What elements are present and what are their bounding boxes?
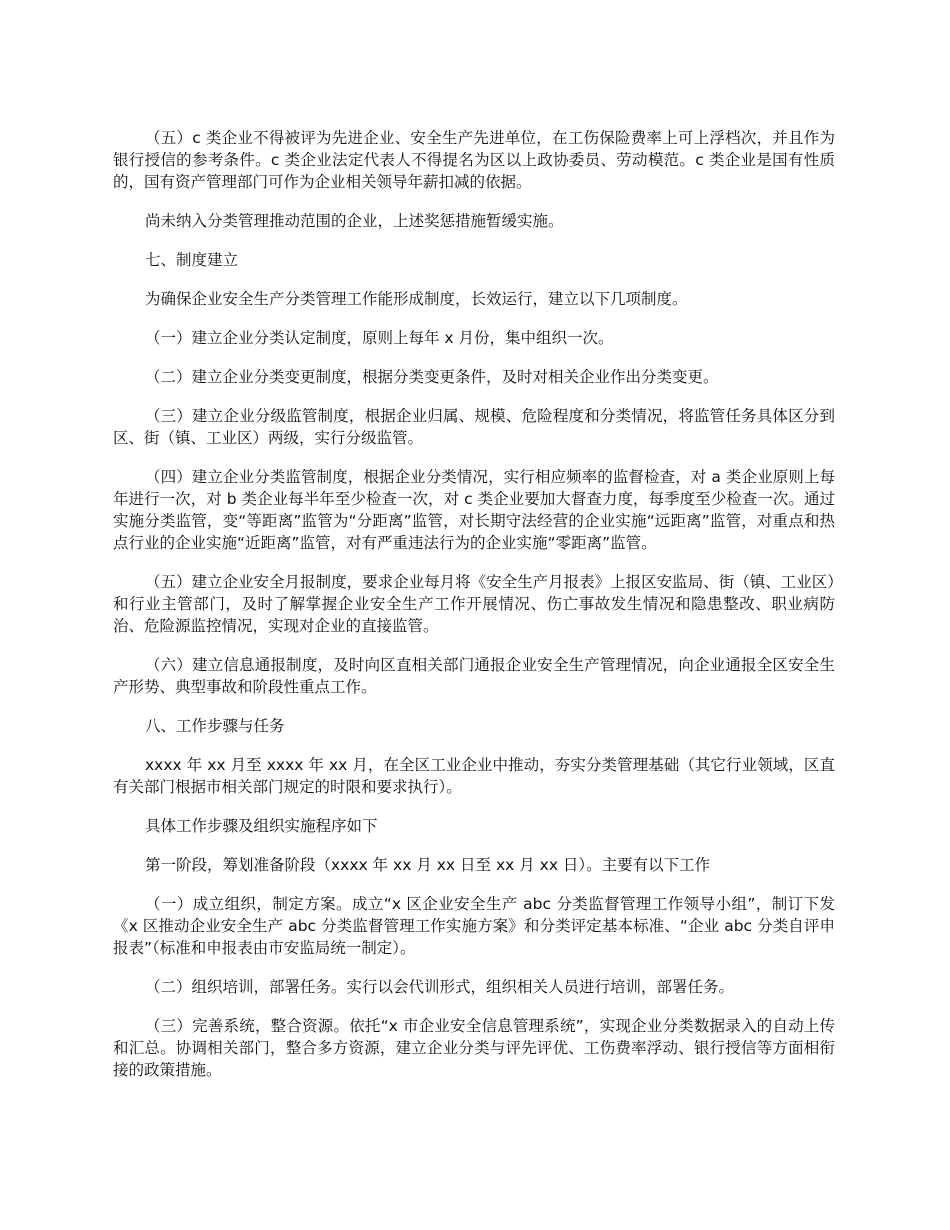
paragraph-classification-change: （二）建立企业分类变更制度，根据分类变更条件，及时对相关企业作出分类变更。 xyxy=(145,368,719,386)
paragraph-steps-intro: 具体工作步骤及组织实施程序如下 xyxy=(145,817,378,835)
paragraph-not-included-note: 尚未纳入分类管理推动范围的企业，上述奖惩措施暂缓实施。 xyxy=(145,212,564,230)
paragraph-phase-one: 第一阶段，筹划准备阶段（xxxx 年 xx 月 xx 日至 xx 月 xx 日）。主要有以下工作 xyxy=(145,856,711,874)
paragraph-tiered-supervision: （三）建立企业分级监管制度，根据企业归属、规模、危险程度和分类情况，将监管任务具体区分到区、街（镇、工业区）两级，实行分级监管。 xyxy=(113,407,835,447)
paragraph-system-intro: 为确保企业安全生产分类管理工作能形成制度，长效运行，建立以下几项制度。 xyxy=(145,290,688,308)
section-heading-system-establishment: 七、制度建立 xyxy=(145,251,239,269)
paragraph-monthly-report: （五）建立企业安全月报制度，要求企业每月将《安全生产月报表》上报区安监局、街（镇、工业区）和行业主管部门，及时了解掌握企业安全生产工作开展情况、伤亡事故发生情况和隐患整改、职业病防治、危险源监控情况，实现对企业的直接监管。 xyxy=(113,573,835,635)
paragraph-improve-system: （三）完善系统，整合资源。依托“x 市企业安全信息管理系统”，实现企业分类数据录入的自动上传和汇总。协调相关部门，整合多方资源，建立企业分类与评先评优、工伤费率浮动、银行授信等方面相衔接的政策措施。 xyxy=(113,1017,835,1079)
paragraph-set-up-organization: （一）成立组织，制定方案。成立“x 区企业安全生产 abc 分类监督管理工作领导小组”，制订下发《x 区推动企业安全生产 abc 分类监督管理工作实施方案》和分类评定基本标准、“企业 abc 分类自评申报表”（标准和申报表由市安监局统一制定）。 xyxy=(113,895,835,957)
paragraph-info-notification: （六）建立信息通报制度，及时向区直相关部门通报企业安全生产管理情况，向企业通报全区安全生产形势、典型事故和阶段性重点工作。 xyxy=(113,656,835,696)
paragraph-training: （二）组织培训，部署任务。实行以会代训形式，组织相关人员进行培训，部署任务。 xyxy=(145,978,735,996)
paragraph-c-class-penalties: （五）c 类企业不得被评为先进企业、安全生产先进单位，在工伤保险费率上可上浮档次，并且作为银行授信的参考条件。c 类企业法定代表人不得提名为区以上政协委员、劳动模范。c 类企业是国有性质的，国有资产管理部门可作为企业相关领导年薪扣减的依据。 xyxy=(113,129,835,191)
paragraph-classified-supervision: （四）建立企业分类监管制度，根据企业分类情况，实行相应频率的监督检查，对 a 类企业原则上每年进行一次，对 b 类企业每半年至少检查一次，对 c 类企业要加大督查力度，每季度至少检查一次。通过实施分类监管，变“等距离”监管为“分距离”监管，对长期守法经营的企业实施“远距离”监管，对重点和热点行业的企业实施“近距离”监管，对有严重违法行为的企业实施“零距离”监管。 xyxy=(113,468,835,552)
document-page xyxy=(113,127,835,1098)
paragraph-classification-recognition: （一）建立企业分类认定制度，原则上每年 x 月份，集中组织一次。 xyxy=(145,329,614,347)
paragraph-timeline: xxxx 年 xx 月至 xxxx 年 xx 月，在全区工业企业中推动，夯实分类管理基础（其它行业领域，区直有关部门根据市相关部门规定的时限和要求执行）。 xyxy=(113,756,835,796)
section-heading-work-steps: 八、工作步骤与任务 xyxy=(145,717,285,735)
